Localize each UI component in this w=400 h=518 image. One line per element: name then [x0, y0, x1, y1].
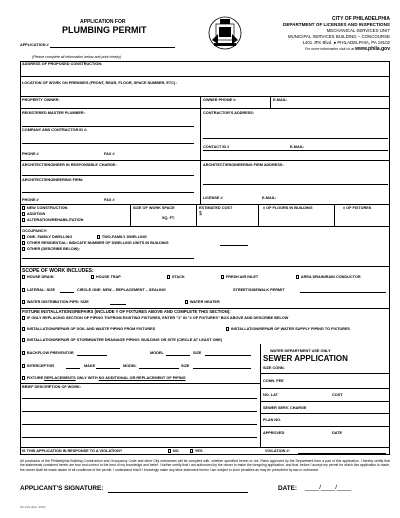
approved-label: APPROVED: [263, 431, 285, 435]
size-conn-label: SIZE CONN.: [263, 366, 285, 370]
owner-label: PROPERTY OWNER:: [22, 98, 60, 102]
water-supply-label: INSTALLATION/REPAIR OF WATER SUPPLY PIPING TO FIXTURES: [230, 327, 350, 331]
interceptor-label: INTERCEPTOR: [26, 364, 55, 368]
city-address: 1401 JFK Blvd. ● PHILADELPHIA, PA 19102: [302, 40, 390, 45]
water-dept-label: WATER DEPARTMENT USE ONLY: [270, 349, 331, 353]
addition-checkbox[interactable]: [22, 212, 25, 215]
website-link[interactable]: www.phila.gov: [355, 46, 390, 52]
area-drain-label: AREA DRAIN/RAIN CONDUCTOR: [300, 275, 361, 279]
house-trap-option[interactable]: [91, 275, 121, 279]
license-label: LICENSE #: [203, 196, 223, 200]
fresh-air-label: FRESH AIR INLET: [225, 275, 259, 279]
contractor-address-label: CONTRACTOR'S ADDRESS:: [203, 111, 255, 115]
only-replacing-option[interactable]: [22, 316, 288, 320]
lateral-option[interactable]: [22, 288, 55, 292]
no-lat-label: NO. LAT: [263, 393, 278, 397]
street-permit-label: STREET/SIDEWALK PERMIT: [233, 288, 285, 292]
signature-line[interactable]: [108, 492, 248, 493]
fixture-replacement-pre: FIXTURE: [26, 376, 44, 380]
circle-one-label: CIRCLE ONE: NEW – REPLACEMENT – SEALING: [77, 288, 166, 292]
sig-date-label: DATE:: [278, 485, 298, 492]
violation-yes-checkbox[interactable]: [190, 449, 193, 452]
stormwater-label: INSTALLATION/REPAIR OF STORMWATER DRAINAGE PIPING: BUILDING OR SITE (CIRCLE AT LEAST ONE): [26, 338, 223, 342]
backflow-checkbox[interactable]: [22, 351, 25, 354]
company-id-label: COMPANY AND CONTRACTOR ID #:: [22, 128, 88, 132]
brief-description-label: BRIEF DESCRIPTION OF WORK:: [22, 385, 82, 389]
new-construction-option[interactable]: [22, 206, 67, 210]
addition-option[interactable]: [22, 212, 45, 216]
sewer-application-title: SEWER APPLICATION: [263, 354, 348, 363]
fixture-replacement-u2: NO ADDITIONAL OR REPLACEMENT OF PIPING: [98, 376, 186, 380]
water-heater-label: WATER HEATER: [189, 300, 220, 304]
water-heater-checkbox[interactable]: [185, 300, 188, 303]
other-residential-checkbox[interactable]: [22, 241, 25, 244]
interceptor-make-label: MAKE: [84, 364, 96, 368]
date-label: DATE: [332, 431, 343, 435]
estimated-cost-label: ESTIMATED COST: [199, 206, 233, 210]
unit-name: MECHANICAL SERVICES UNIT: [326, 28, 390, 33]
only-replacing-checkbox[interactable]: [22, 316, 25, 319]
fixture-replacement-mid: ONLY WITH: [76, 376, 98, 380]
conn-fee-label: CONN. FEE: [263, 379, 284, 383]
violation-no-checkbox[interactable]: [168, 449, 171, 452]
new-construction-checkbox[interactable]: [22, 206, 25, 209]
dept-name: DEPARTMENT OF LICENSES AND INSPECTIONS: [283, 22, 390, 27]
legal-statement: All provisions of the Philadelphia Building Construction and Occupancy Code and other City ordinances will be complied with, whether specified herein or not. Plans approved by the Department form a part of this application. I hereby certify that the statements contained herein are true and correct to the best of my knowledge and belief. I further certify that I am authorized by the owner to make the foregoing application, and that, before I accept my permit for which this application is made, the owner shall be made aware of all conditions of the permit. I understand that if I knowingly make any false statement herein I am subject to such penalties as may be prescribed by law or ordinance.: [20, 459, 390, 472]
signature-label: APPLICANT'S SIGNATURE:: [20, 485, 104, 492]
water-pipe-label: WATER DISTRIBUTION PIPE: SIZE: [26, 300, 89, 304]
owner-phone-label: OWNER PHONE #:: [203, 98, 237, 102]
violation-question: IS THIS APPLICATION IN RESPONSE TO A VIOLATION?: [22, 449, 123, 453]
architect-address-label: ARCHITECT/ENGINEERING FIRM ADDRESS:: [203, 163, 284, 167]
contractor-phone-label: PHONE #: [22, 152, 39, 156]
other-occupancy-option[interactable]: [22, 247, 80, 251]
water-pipe-option[interactable]: [22, 300, 89, 304]
one-family-label: ONE- FAMILY DWELLING: [26, 235, 73, 239]
violation-number-label: VIOLATION #:: [265, 449, 290, 453]
stack-checkbox[interactable]: [167, 275, 170, 278]
house-drain-option[interactable]: [22, 275, 53, 279]
fixtures-section-label: FIXTURE INSTALLATIONS/REPAIRS (INCLUDE # OF FIXTURES ABOVE AND COMPLETE THIS SECTION):: [22, 309, 231, 314]
backflow-model-label: MODEL: [150, 351, 164, 355]
address-label: ADDRESS OF PROPOSED CONSTRUCTION:: [22, 62, 103, 66]
one-family-checkbox[interactable]: [22, 235, 25, 238]
backflow-size-label: SIZE: [193, 351, 202, 355]
water-supply-checkbox[interactable]: [226, 327, 229, 330]
two-family-option[interactable]: [97, 235, 147, 239]
architect-phone-label: PHONE #: [22, 198, 39, 202]
architect-firm-label: ARCHITECT/ENGINEERING FIRM:: [22, 178, 84, 182]
fixture-replacement-option[interactable]: [22, 376, 186, 380]
city-name: CITY OF PHILADELPHIA: [332, 16, 390, 22]
stack-label: STACK: [171, 275, 185, 279]
soil-waste-checkbox[interactable]: [22, 327, 25, 330]
lateral-checkbox[interactable]: [22, 288, 25, 291]
fresh-air-option[interactable]: [221, 275, 258, 279]
other-occupancy-label: OTHER (DESCRIBE BELOW):: [26, 247, 80, 251]
violation-no-label: NO: [172, 449, 179, 453]
interceptor-option[interactable]: [22, 364, 54, 368]
architect-charge-label: ARCHITECT/ENGINEER IN RESPONSIBLE CHARGE:: [22, 163, 117, 167]
water-pipe-checkbox[interactable]: [22, 300, 25, 303]
area-drain-checkbox[interactable]: [296, 275, 299, 278]
website-line: [250, 47, 390, 52]
plan-no-label: PLAN NO.: [263, 418, 282, 422]
violation-yes-option[interactable]: [190, 449, 203, 453]
two-family-label: TWO-FAMILY DWELLING: [101, 235, 147, 239]
sewer-charge-label: SEWER SERV. CHARGE: [263, 406, 307, 410]
please-note: (Please complete all information below and print clearly): [32, 55, 122, 59]
one-family-option[interactable]: [22, 235, 72, 239]
violation-yes-label: YES: [194, 449, 203, 453]
only-replacing-label: IF ONLY REPLACING SECTION OF PIPING TO/FROM EXISTING FIXTURES, ENTER "1" IN "# OF FIXTURES" BOX ABOVE AND DESCRIBE BELOW: [26, 316, 289, 320]
location-label: LOCATION OF WORK ON PREMISES (FRONT, REAR, FLOOR, SPACE NUMBER, ETC) :: [22, 81, 178, 85]
form-title: PLUMBING PERMIT: [62, 25, 147, 35]
building-name: MUNICIPAL SERVICES BUILDING – CONCOURSE: [287, 34, 390, 39]
alteration-checkbox[interactable]: [22, 218, 25, 221]
contractor-email-label: E-MAIL:: [290, 145, 305, 149]
backflow-option[interactable]: [22, 351, 74, 355]
owner-email-label: E-MAIL:: [273, 98, 288, 102]
fixture-replacement-checkbox[interactable]: [22, 376, 25, 379]
new-construction-label: NEW CONSTRUCTION: [26, 206, 68, 210]
soil-waste-option[interactable]: [22, 327, 155, 331]
other-residential-option[interactable]: [22, 241, 169, 245]
interceptor-checkbox[interactable]: [22, 364, 25, 367]
other-occupancy-checkbox[interactable]: [22, 247, 25, 250]
alteration-option[interactable]: [22, 218, 83, 222]
dollar-sign: $: [199, 211, 202, 217]
info-prefix: For more information visit us at: [304, 47, 355, 51]
contractor-fax-label: FAX #: [104, 152, 115, 156]
alteration-label: ALTERATION/REHABILITATION: [26, 218, 84, 222]
interceptor-model-label: MODEL: [123, 364, 137, 368]
other-residential-label: OTHER RESIDENTIAL: INDICATE NUMBER OF DWELLING UNITS IN BUILDING: [26, 241, 169, 245]
house-drain-checkbox[interactable]: [22, 275, 25, 278]
stormwater-option[interactable]: [22, 338, 222, 342]
occupancy-label: OCCUPANCY:: [22, 229, 48, 233]
water-supply-option[interactable]: [226, 327, 350, 331]
interceptor-size-label: SIZE: [181, 364, 190, 368]
app-number-line[interactable]: [50, 47, 175, 48]
floors-label: # OF FLOORS IN BUILDING: [263, 206, 313, 210]
scope-label: SCOPE OF WORK INCLUDES:: [22, 268, 94, 274]
architect-fax-label: FAX #: [104, 198, 115, 202]
stormwater-checkbox[interactable]: [22, 338, 25, 341]
violation-no-option[interactable]: [168, 449, 179, 453]
master-plumber-label: REGISTERED MASTER PLUMBER:: [22, 111, 85, 115]
fresh-air-checkbox[interactable]: [221, 275, 224, 278]
work-space-size-label: SIZE OF WORK SPACE: [133, 206, 175, 210]
sig-date-field[interactable]: ____/____/____: [305, 484, 352, 491]
house-drain-label: HOUSE DRAIN: [26, 275, 54, 279]
cost-label: COST: [332, 393, 343, 397]
contact-id-label: CONTACT ID #: [203, 145, 230, 149]
backflow-label: BACKFLOW PREVENTOR: [26, 351, 74, 355]
house-trap-label: HOUSE TRAP: [95, 275, 121, 279]
app-for: APPLICATION FOR: [80, 19, 126, 25]
fixtures-label: # OF FIXTURES: [343, 206, 372, 210]
two-family-checkbox[interactable]: [97, 235, 100, 238]
water-heater-option[interactable]: [185, 300, 220, 304]
architect-email-label: E-MAIL:: [262, 196, 277, 200]
area-drain-option[interactable]: [296, 275, 361, 279]
app-number-label: APPLICATION #: [20, 43, 49, 47]
sqft-label: SQ. FT.: [162, 216, 175, 220]
addition-label: ADDITION: [26, 212, 46, 216]
stack-option[interactable]: [167, 275, 185, 279]
house-trap-checkbox[interactable]: [91, 275, 94, 278]
soil-waste-label: INSTALLATION/REPAIR OF SOIL AND WASTE PIPING FROM FIXTURES: [26, 327, 156, 331]
lateral-label: LATERAL: SIZE: [26, 288, 56, 292]
fixture-replacement-u1: REPLACEMENTS: [44, 376, 76, 380]
form-code: SF-21A (Rev. 9/00): [20, 505, 46, 509]
city-seal-icon: [208, 16, 242, 50]
